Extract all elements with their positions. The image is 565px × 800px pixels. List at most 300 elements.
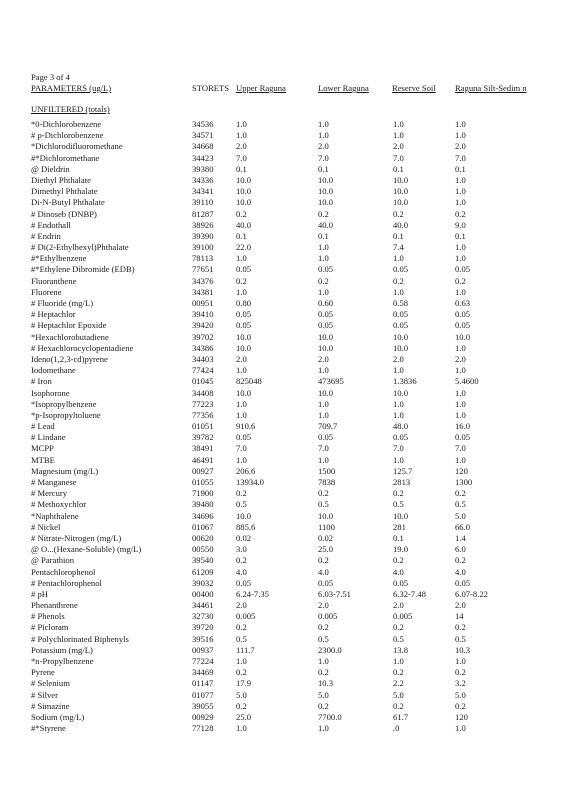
storet-code: 81287 xyxy=(192,208,214,219)
lower-raguna-value: 0.1 xyxy=(318,163,329,174)
reserve-soil-value: 2.0 xyxy=(393,353,404,364)
parameter-name: Sodium (mg/L) xyxy=(31,711,85,722)
upper-raguna-value: 0.05 xyxy=(236,577,252,588)
parameter-name: Fluoranthene xyxy=(31,275,77,286)
upper-raguna-value: 0.005 xyxy=(236,611,256,622)
table-row xyxy=(0,656,565,667)
storet-code: 01055 xyxy=(192,477,214,487)
header-storet: STORETS xyxy=(192,83,230,93)
upper-raguna-value: 2.0 xyxy=(236,353,247,364)
storet-code: 34571 xyxy=(192,130,214,141)
table-row xyxy=(0,499,565,510)
upper-raguna-value: 0.5 xyxy=(236,499,247,510)
raguna-sediment-value: 9.0 xyxy=(455,219,466,230)
upper-raguna-value: 10.0 xyxy=(236,174,252,185)
raguna-sediment-value: 1.0 xyxy=(455,387,466,398)
raguna-sediment-value: 1.0 xyxy=(455,174,466,185)
header-upper-raguna: Upper Raguna xyxy=(236,83,286,93)
parameter-name: # Dinoseb (DNBP) xyxy=(31,208,97,219)
lower-raguna-value: 1.0 xyxy=(318,119,329,129)
table-row xyxy=(0,645,565,656)
storet-code: 39480 xyxy=(192,499,214,510)
lower-raguna-value: 7838 xyxy=(318,477,336,487)
lower-raguna-value: 1.0 xyxy=(318,242,329,253)
lower-raguna-value: 10.0 xyxy=(318,342,334,353)
lower-raguna-value: 1.0 xyxy=(318,286,329,297)
upper-raguna-value: 0.2 xyxy=(236,667,247,678)
reserve-soil-value: 4.0 xyxy=(393,566,404,577)
table-row xyxy=(0,388,565,399)
upper-raguna-value: 3.0 xyxy=(236,544,247,555)
parameter-name: Fluorene xyxy=(31,286,62,297)
upper-raguna-value: 0.05 xyxy=(236,320,252,331)
raguna-sediment-value: 1.0 xyxy=(455,197,466,208)
raguna-sediment-value: 120 xyxy=(455,465,468,476)
upper-raguna-value: 0.1 xyxy=(236,163,247,174)
upper-raguna-value: 10.0 xyxy=(236,197,252,208)
upper-raguna-value: 10.0 xyxy=(236,387,252,398)
parameter-name: # Phenols xyxy=(31,611,65,622)
storet-code: 34536 xyxy=(192,119,214,129)
lower-raguna-value: 10.0 xyxy=(318,387,334,398)
upper-raguna-value: 1.0 xyxy=(236,723,247,734)
parameter-name: # Manganese xyxy=(31,477,77,487)
raguna-sediment-value: 1.0 xyxy=(455,723,466,734)
reserve-soil-value: 1.3836 xyxy=(393,376,417,387)
upper-raguna-value: 0.02 xyxy=(236,532,252,543)
upper-raguna-value: 4.0 xyxy=(236,566,247,577)
table-row xyxy=(0,667,565,678)
raguna-sediment-value: 0.1 xyxy=(455,163,466,174)
storet-code: 39390 xyxy=(192,230,214,241)
storet-code: 77356 xyxy=(192,409,214,420)
table-row xyxy=(0,567,565,578)
lower-raguna-value: 0.2 xyxy=(318,555,329,566)
storet-code: 01045 xyxy=(192,376,214,387)
reserve-soil-value: 1.0 xyxy=(393,656,404,666)
raguna-sediment-value: 0.05 xyxy=(455,264,471,275)
table-row xyxy=(0,264,565,275)
storet-code: 01077 xyxy=(192,689,214,700)
reserve-soil-value: 7.4 xyxy=(393,242,404,253)
table-row xyxy=(0,690,565,701)
table-row xyxy=(0,589,565,600)
reserve-soil-value: 13.8 xyxy=(393,644,409,655)
lower-raguna-value: 1.0 xyxy=(318,398,329,409)
raguna-sediment-value: 0.63 xyxy=(455,298,471,308)
reserve-soil-value: 0.5 xyxy=(393,633,404,644)
lower-raguna-value: 2.0 xyxy=(318,353,329,364)
table-row xyxy=(0,298,565,309)
lower-raguna-value: 0.1 xyxy=(318,230,329,241)
parameter-name: # Hexachlorocyclopentadiene xyxy=(31,342,134,353)
lower-raguna-value: 6.03-7.51 xyxy=(318,588,351,599)
storet-code: 34341 xyxy=(192,186,214,197)
table-row xyxy=(0,242,565,253)
raguna-sediment-value: 2.0 xyxy=(455,353,466,364)
raguna-sediment-value: 0.2 xyxy=(455,622,466,633)
reserve-soil-value: 2813 xyxy=(393,477,411,487)
upper-raguna-value: 10.0 xyxy=(236,186,252,197)
parameter-table xyxy=(0,119,565,734)
parameter-name: Isophorone xyxy=(31,387,70,398)
upper-raguna-value: 1.0 xyxy=(236,119,247,129)
raguna-sediment-value: 0.2 xyxy=(455,488,466,499)
parameter-name: Potassium (mg/L) xyxy=(31,644,93,655)
storet-code: 39032 xyxy=(192,577,214,588)
table-row xyxy=(0,723,565,734)
parameter-name: # Di(2-Ethylhexyl)Phthalate xyxy=(31,242,129,253)
table-row xyxy=(0,220,565,231)
table-row xyxy=(0,443,565,454)
lower-raguna-value: 1.0 xyxy=(318,454,329,465)
lower-raguna-value: 4.0 xyxy=(318,566,329,577)
table-row xyxy=(0,477,565,488)
parameter-name: *0-Dichlorobenzene xyxy=(31,119,102,129)
lower-raguna-value: 0.02 xyxy=(318,532,334,543)
reserve-soil-value: 0.1 xyxy=(393,230,404,241)
header-raguna-silt-sediment: Raguna Silt-Sedim n xyxy=(455,83,527,93)
storet-code: 39100 xyxy=(192,242,214,253)
raguna-sediment-value: 0.05 xyxy=(455,432,471,443)
table-row xyxy=(0,164,565,175)
storet-code: 61209 xyxy=(192,566,214,577)
reserve-soil-value: 10.0 xyxy=(393,510,409,521)
lower-raguna-value: 25.0 xyxy=(318,544,334,555)
lower-raguna-value: 0.05 xyxy=(318,309,334,320)
raguna-sediment-value: 0.2 xyxy=(455,555,466,566)
header-reserve-soil: Reserve Soil xyxy=(392,83,436,93)
reserve-soil-value: 2.2 xyxy=(393,678,404,689)
reserve-soil-value: 0.2 xyxy=(393,622,404,633)
lower-raguna-value: 0.2 xyxy=(318,622,329,633)
table-row xyxy=(0,365,565,376)
parameter-name: # Lead xyxy=(31,421,55,432)
storet-code: 46491 xyxy=(192,454,214,465)
reserve-soil-value: 1.0 xyxy=(393,409,404,420)
reserve-soil-value: 1.0 xyxy=(393,130,404,141)
storet-code: 77223 xyxy=(192,398,214,409)
upper-raguna-value: 1.0 xyxy=(236,286,247,297)
storet-code: 00620 xyxy=(192,532,214,543)
upper-raguna-value: 0.05 xyxy=(236,432,252,443)
raguna-sediment-value: 66.0 xyxy=(455,521,471,532)
storet-code: 00929 xyxy=(192,711,214,722)
storet-code: 34403 xyxy=(192,353,214,364)
reserve-soil-value: 40.0 xyxy=(393,219,409,230)
table-row xyxy=(0,578,565,589)
lower-raguna-value: 0.05 xyxy=(318,264,334,275)
upper-raguna-value: 825048 xyxy=(236,376,262,387)
reserve-soil-value: 1.0 xyxy=(393,365,404,376)
parameter-name: Di-N-Butyl Phthalate xyxy=(31,197,105,208)
reserve-soil-value: 0.2 xyxy=(393,208,404,219)
upper-raguna-value: 0.5 xyxy=(236,633,247,644)
upper-raguna-value: 7.0 xyxy=(236,152,247,163)
parameter-name: # Nitrate-Nitrogen (mg/L) xyxy=(31,532,122,543)
upper-raguna-value: 885.6 xyxy=(236,521,256,532)
lower-raguna-value: 10.0 xyxy=(318,510,334,521)
parameter-name: *Hexachlorobutadiene xyxy=(31,331,109,342)
upper-raguna-value: 40.0 xyxy=(236,219,252,230)
upper-raguna-value: 2.0 xyxy=(236,141,247,152)
reserve-soil-value: 0.58 xyxy=(393,298,409,308)
raguna-sediment-value: 1.0 xyxy=(455,286,466,297)
lower-raguna-value: 40.0 xyxy=(318,219,334,230)
storet-code: 34423 xyxy=(192,152,214,163)
upper-raguna-value: 0.2 xyxy=(236,622,247,633)
upper-raguna-value: 206.6 xyxy=(236,465,256,476)
lower-raguna-value: 1500 xyxy=(318,465,336,476)
parameter-name: *n-Propylbenzene xyxy=(31,656,94,666)
reserve-soil-value: 0.2 xyxy=(393,555,404,566)
storet-code: 00937 xyxy=(192,644,214,655)
raguna-sediment-value: 1.4 xyxy=(455,532,466,543)
upper-raguna-value: 1.0 xyxy=(236,365,247,376)
upper-raguna-value: 0.05 xyxy=(236,264,252,275)
table-row xyxy=(0,634,565,645)
table-row xyxy=(0,276,565,287)
parameter-name: # Simazine xyxy=(31,700,70,711)
parameter-name: # Iron xyxy=(31,376,52,387)
table-row xyxy=(0,343,565,354)
raguna-sediment-value: 1.0 xyxy=(455,119,466,129)
lower-raguna-value: 5.0 xyxy=(318,689,329,700)
lower-raguna-value: 1.0 xyxy=(318,723,329,734)
reserve-soil-value: 0.1 xyxy=(393,532,404,543)
reserve-soil-value: 0.2 xyxy=(393,488,404,499)
lower-raguna-value: 2300.0 xyxy=(318,644,342,655)
storet-code: 00550 xyxy=(192,544,214,555)
upper-raguna-value: 111.7 xyxy=(236,644,255,655)
raguna-sediment-value: 5.4600 xyxy=(455,376,479,387)
page-number: Page 3 of 4 xyxy=(31,72,70,82)
storet-code: 38926 xyxy=(192,219,214,230)
parameter-name: Diethyl Phthalate xyxy=(31,174,91,185)
lower-raguna-value: 10.0 xyxy=(318,186,334,197)
lower-raguna-value: 473695 xyxy=(318,376,344,387)
parameter-name: Dimethyl Phthalate xyxy=(31,186,98,197)
raguna-sediment-value: 6.0 xyxy=(455,544,466,555)
upper-raguna-value: 7.0 xyxy=(236,443,247,454)
storet-code: 39420 xyxy=(192,320,214,331)
reserve-soil-value: 0.05 xyxy=(393,577,409,588)
upper-raguna-value: 1.0 xyxy=(236,130,247,141)
table-row xyxy=(0,611,565,622)
table-row xyxy=(0,309,565,320)
upper-raguna-value: 13934.0 xyxy=(236,477,264,487)
storet-code: 34386 xyxy=(192,342,214,353)
lower-raguna-value: 10.3 xyxy=(318,678,334,689)
parameter-name: *Isopropylbenzene xyxy=(31,398,97,409)
raguna-sediment-value: 10.0 xyxy=(455,331,471,342)
table-row xyxy=(0,287,565,298)
reserve-soil-value: 125.7 xyxy=(393,465,413,476)
upper-raguna-value: 0.2 xyxy=(236,275,247,286)
parameter-name: # Selenium xyxy=(31,678,70,689)
lower-raguna-value: 7700.0 xyxy=(318,711,342,722)
upper-raguna-value: 1.0 xyxy=(236,253,247,264)
parameter-name: Phenanthrene xyxy=(31,600,78,611)
parameter-name: # Heptachlor Epoxide xyxy=(31,320,107,331)
table-row xyxy=(0,544,565,555)
upper-raguna-value: 0.2 xyxy=(236,488,247,499)
upper-raguna-value: 22.0 xyxy=(236,242,252,253)
storet-code: 39380 xyxy=(192,163,214,174)
storet-code: 34469 xyxy=(192,667,214,678)
parameter-name: @ O...(Hexane-Soluble) (mg/L) xyxy=(31,544,142,555)
table-row xyxy=(0,231,565,242)
storet-code: 78113 xyxy=(192,253,214,264)
upper-raguna-value: 0.80 xyxy=(236,298,252,308)
parameter-name: *Dichlorodifluoromethane xyxy=(31,141,123,152)
upper-raguna-value: 1.0 xyxy=(236,398,247,409)
reserve-soil-value: .0 xyxy=(393,723,400,734)
storet-code: 34408 xyxy=(192,387,214,398)
raguna-sediment-value: 5.0 xyxy=(455,510,466,521)
upper-raguna-value: 1.0 xyxy=(236,409,247,420)
parameter-name: # Lindane xyxy=(31,432,66,443)
storet-code: 39410 xyxy=(192,309,214,320)
raguna-sediment-value: 0.05 xyxy=(455,309,471,320)
lower-raguna-value: 7.0 xyxy=(318,152,329,163)
lower-raguna-value: 10.0 xyxy=(318,174,334,185)
table-row xyxy=(0,455,565,466)
reserve-soil-value: 0.1 xyxy=(393,163,404,174)
table-row xyxy=(0,511,565,522)
reserve-soil-value: 1.0 xyxy=(393,119,404,129)
table-row xyxy=(0,209,565,220)
raguna-sediment-value: 3.2 xyxy=(455,678,466,689)
upper-raguna-value: 6.24-7.35 xyxy=(236,588,269,599)
raguna-sediment-value: 5.0 xyxy=(455,689,466,700)
lower-raguna-value: 0.2 xyxy=(318,208,329,219)
upper-raguna-value: 2.0 xyxy=(236,600,247,611)
table-row xyxy=(0,376,565,387)
lower-raguna-value: 0.05 xyxy=(318,577,334,588)
table-row xyxy=(0,678,565,689)
raguna-sediment-value: 0.2 xyxy=(455,700,466,711)
parameter-name: *Naphthalene xyxy=(31,510,79,521)
table-row xyxy=(0,153,565,164)
parameter-name: # Heptachlor xyxy=(31,309,76,320)
parameter-name: #*Dichloromethane xyxy=(31,152,100,163)
raguna-sediment-value: 4.0 xyxy=(455,566,466,577)
table-row xyxy=(0,253,565,264)
reserve-soil-value: 1.0 xyxy=(393,286,404,297)
parameter-name: # Pentachlorophenol xyxy=(31,577,102,588)
storet-code: 00927 xyxy=(192,465,214,476)
lower-raguna-value: 1100 xyxy=(318,521,335,532)
storet-code: 39055 xyxy=(192,700,214,711)
table-row xyxy=(0,600,565,611)
parameter-name: Pyrene xyxy=(31,667,55,678)
upper-raguna-value: 0.1 xyxy=(236,230,247,241)
table-row xyxy=(0,399,565,410)
reserve-soil-value: 0.05 xyxy=(393,309,409,320)
table-row xyxy=(0,119,565,130)
parameter-name: # pH xyxy=(31,588,48,599)
parameter-name: # Picloram xyxy=(31,622,69,633)
parameter-name: # Polychlorinated Biphenyls xyxy=(31,633,129,644)
upper-raguna-value: 10.0 xyxy=(236,331,252,342)
raguna-sediment-value: 0.1 xyxy=(455,230,466,241)
reserve-soil-value: 0.005 xyxy=(393,611,413,622)
reserve-soil-value: 1.0 xyxy=(393,454,404,465)
parameter-name: #*Ethylbenzene xyxy=(31,253,87,264)
parameter-name: # Nickel xyxy=(31,521,61,532)
reserve-soil-value: 48.0 xyxy=(393,421,409,432)
section-title: UNFILTERED (totals) xyxy=(31,104,110,114)
parameter-name: # Mercury xyxy=(31,488,68,499)
raguna-sediment-value: 120 xyxy=(455,711,468,722)
reserve-soil-value: 10.0 xyxy=(393,186,409,197)
storet-code: 39702 xyxy=(192,331,214,342)
raguna-sediment-value: 1.0 xyxy=(455,253,466,264)
raguna-sediment-value: 10.3 xyxy=(455,644,471,655)
table-row xyxy=(0,410,565,421)
lower-raguna-value: 0.2 xyxy=(318,667,329,678)
storet-code: 34381 xyxy=(192,286,214,297)
reserve-soil-value: 0.05 xyxy=(393,264,409,275)
header-parameters: PARAMETERS (ug/L) xyxy=(31,83,112,93)
reserve-soil-value: 2.0 xyxy=(393,600,404,611)
reserve-soil-value: 0.05 xyxy=(393,320,409,331)
upper-raguna-value: 10.0 xyxy=(236,342,252,353)
raguna-sediment-value: 7.0 xyxy=(455,152,466,163)
lower-raguna-value: 0.2 xyxy=(318,700,329,711)
storet-code: 32730 xyxy=(192,611,214,622)
storet-code: 39110 xyxy=(192,197,214,208)
lower-raguna-value: 7.0 xyxy=(318,443,329,454)
upper-raguna-value: 1.0 xyxy=(236,656,247,666)
lower-raguna-value: 0.5 xyxy=(318,633,329,644)
raguna-sediment-value: 1.0 xyxy=(455,242,466,253)
parameter-name: Ideno(1,2,3-cd)pyrene xyxy=(31,353,108,364)
parameter-name: # Methoxychlor xyxy=(31,499,87,510)
storet-code: 00400 xyxy=(192,588,214,599)
lower-raguna-value: 0.2 xyxy=(318,488,329,499)
reserve-soil-value: 0.2 xyxy=(393,700,404,711)
storet-code: 39720 xyxy=(192,622,214,633)
raguna-sediment-value: 16.0 xyxy=(455,421,471,432)
lower-raguna-value: 1.0 xyxy=(318,365,329,376)
lower-raguna-value: 0.5 xyxy=(318,499,329,510)
storet-code: 77224 xyxy=(192,656,214,666)
raguna-sediment-value: 0.05 xyxy=(455,320,471,331)
raguna-sediment-value: 1.0 xyxy=(455,409,466,420)
storet-code: 01147 xyxy=(192,678,214,689)
table-row xyxy=(0,320,565,331)
reserve-soil-value: 19.0 xyxy=(393,544,409,555)
raguna-sediment-value: 1.0 xyxy=(455,454,466,465)
storet-code: 39540 xyxy=(192,555,214,566)
table-row xyxy=(0,421,565,432)
reserve-soil-value: 10.0 xyxy=(393,342,409,353)
upper-raguna-value: 10.0 xyxy=(236,510,252,521)
raguna-sediment-value: 0.2 xyxy=(455,667,466,678)
parameter-name: @ Parathion xyxy=(31,555,74,566)
upper-raguna-value: 0.2 xyxy=(236,208,247,219)
lower-raguna-value: 1.0 xyxy=(318,656,329,666)
reserve-soil-value: 1.0 xyxy=(393,253,404,264)
table-row xyxy=(0,488,565,499)
reserve-soil-value: 0.5 xyxy=(393,499,404,510)
lower-raguna-value: 709.7 xyxy=(318,421,338,432)
raguna-sediment-value: 7.0 xyxy=(455,443,466,454)
storet-code: 01051 xyxy=(192,421,214,432)
raguna-sediment-value: 0.5 xyxy=(455,499,466,510)
